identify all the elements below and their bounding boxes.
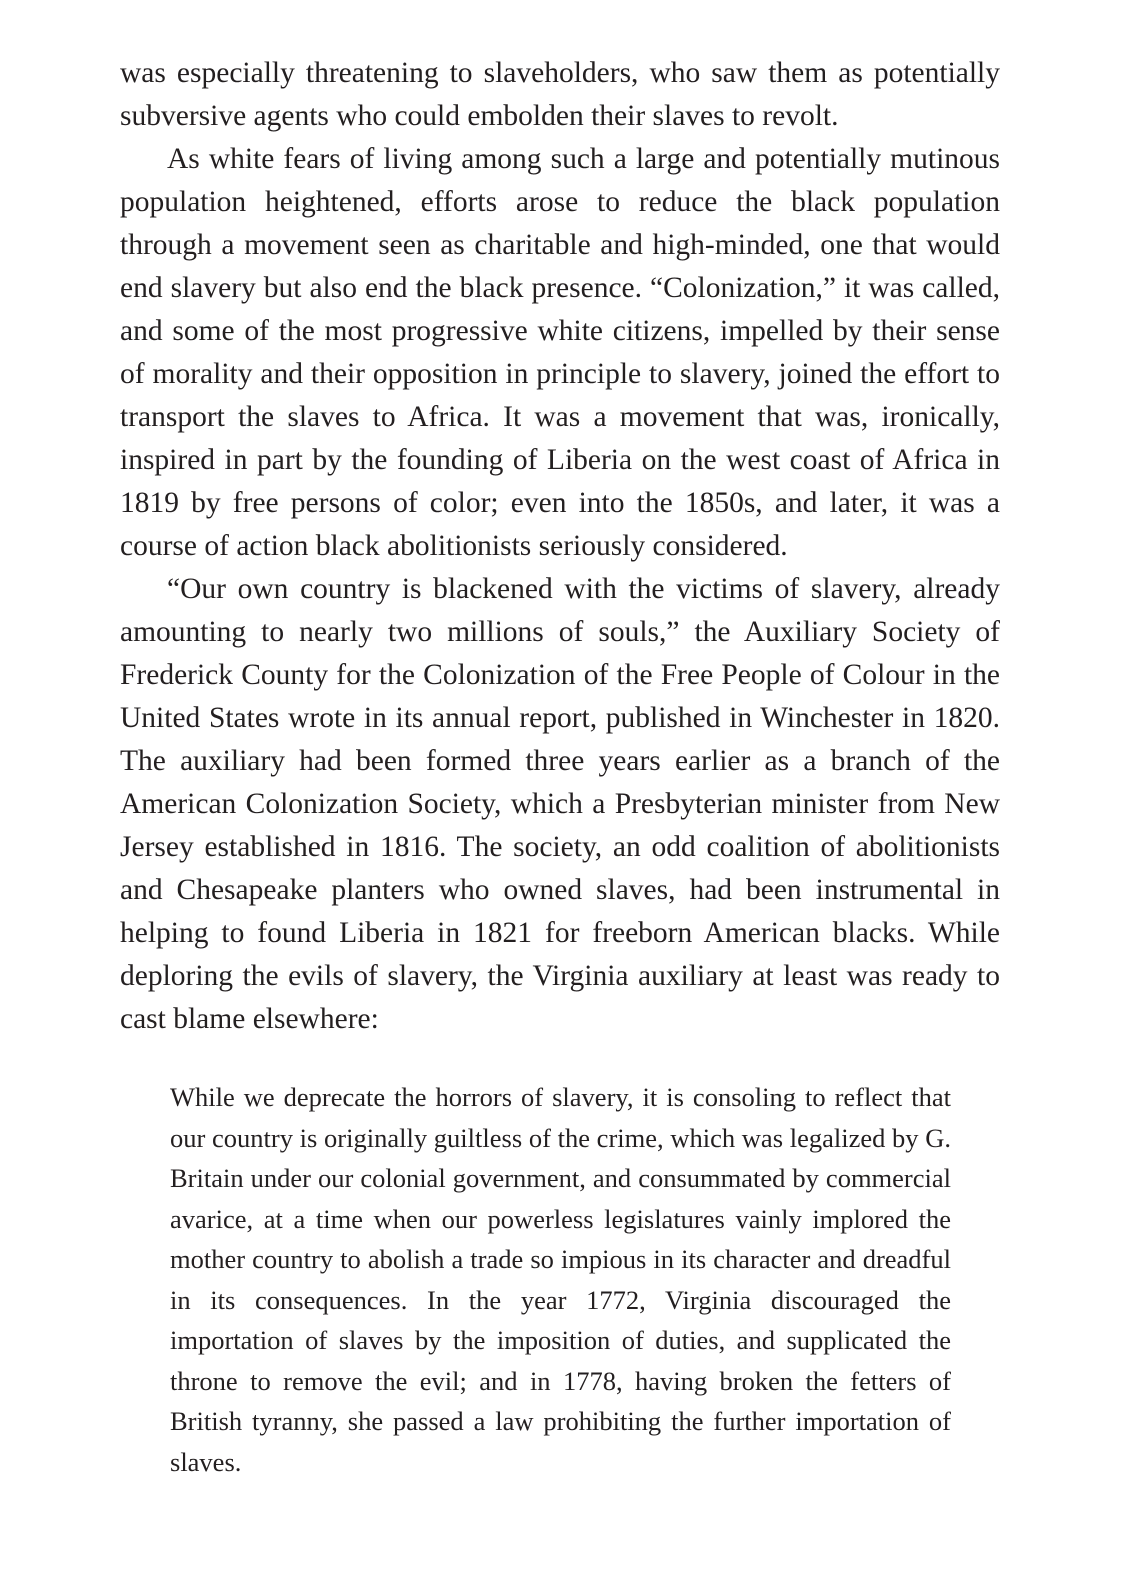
block-quote-text: While we deprecate the horrors of slavery, it is consoling to reflect that our country is originally guiltless of the crime, which was legalized by G. Britain under our colonial government, and consummated by commercial avarice, at a time when our powerless legislatures vainly implored the mother country to abolish a trade so impious in its character and dreadful in its consequences. In the year 1772, Virginia discouraged the importation of slaves by the imposition of duties, and supplicated the throne to remove the evil; and in 1778, having broken the fetters of British tyranny, she passed a law prohibiting the further importation of slaves.: [170, 1082, 951, 1477]
paragraph-auxiliary-society: “Our own country is blackened with the victims of slavery, already amounting to nearly two millions of souls,” the Auxiliary Society of Frederick County for the Colonization of the Free People of Colour in the United States wrote in its annual report, published in Winchester in 1820. The auxiliary had been formed three years earlier as a branch of the American Colonization Society, which a Presbyterian minister from New Jersey established in 1816. The society, an odd coalition of abolitionists and Chesapeake planters who owned slaves, had been instrumental in helping to found Liberia in 1821 for freeborn American blacks. While deploring the evils of slavery, the Virginia auxiliary at least was ready to cast blame elsewhere:: [120, 573, 1000, 1035]
paragraph-colonization: As white fears of living among such a large and potentially mutinous population heightened, efforts arose to reduce the black population through a movement seen as charitable and high-minded, one that would end slavery but also end the black presence. “Colonization,” it was called, and some of the most progressive white citizens, impelled by their sense of morality and their opposition in principle to slavery, joined the effort to transport the slaves to Africa. It was a movement that was, ironically, inspired in part by the founding of Liberia on the west coast of Africa in 1819 by free persons of color; even into the 1850s, and later, it was a course of action black abolitionists seriously considered.: [120, 143, 1000, 562]
block-quote: [170, 1077, 951, 1482]
paragraph-continuation: was especially threatening to slaveholders, who saw them as potentially subversive agents who could embolden their slaves to revolt.: [120, 57, 1000, 132]
body-text: [120, 52, 1000, 1041]
